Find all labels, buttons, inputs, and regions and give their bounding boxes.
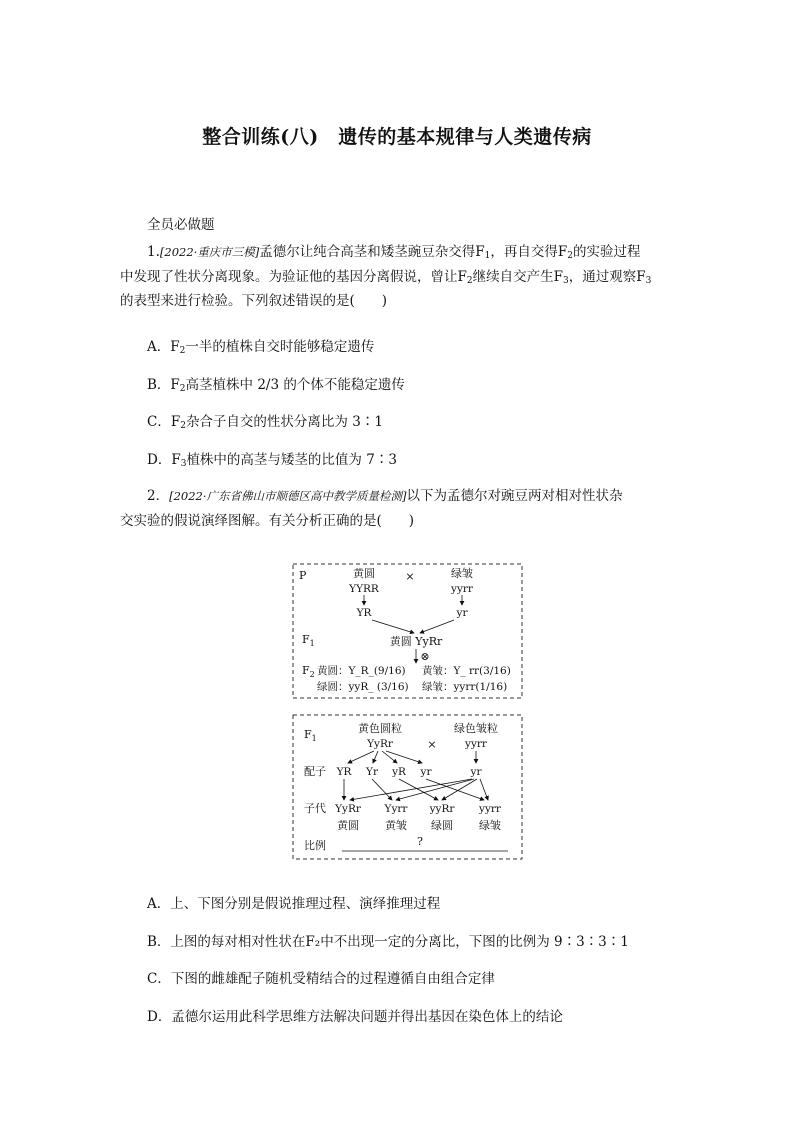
f1-label: $F_1$ xyxy=(302,633,315,648)
gamete-1: YR xyxy=(336,766,352,778)
f2-label: $F_2$ xyxy=(302,664,315,679)
ratio-label: 比例 xyxy=(304,839,326,852)
gamete-3: yR xyxy=(392,766,406,778)
parent2-trait-bottom: 绿色皱粒 xyxy=(454,722,498,735)
parent2-genotype-bottom: yyrr xyxy=(465,738,487,750)
offspring-2-trait: 黄皱 xyxy=(385,819,407,832)
f2-yellow-wrinkled: 黄皱：Y_ rr(3/16) xyxy=(422,665,511,677)
f2-yellow-round: 黄圆：Y_R_(9/16) xyxy=(317,665,406,677)
question-2: 2．[2022·广东省佛山市顺德区高中教学质量检测]以下为孟德尔对豌豆两对相对性状杂 交实验的假说演绎图解。有关分析正确的是( ) xyxy=(120,488,623,529)
offspring-4-genotype: yyrr xyxy=(479,803,501,815)
f2-green-round: 绿圆：yyR_ (3/16) xyxy=(317,681,409,693)
parent1-trait: 黄圆 xyxy=(353,567,375,580)
cross-symbol: × xyxy=(405,570,415,583)
testcross-diagram-bottom xyxy=(292,714,524,861)
parent1-trait-bottom: 黄色圆粒 xyxy=(358,722,402,735)
gamete-yr-upper: YR xyxy=(356,607,372,619)
self-cross-symbol: ⊗ xyxy=(420,650,430,663)
parent2-genotype: yyrr xyxy=(451,583,473,595)
f1-label-bottom: $F_1$ xyxy=(304,728,317,743)
gamete-other: yr xyxy=(470,766,482,778)
cross-diagram-top xyxy=(292,563,524,700)
section-heading: 全员必做题 xyxy=(147,217,215,233)
q2-source: [2022·广东省佛山市顺德区高中教学质量检测] xyxy=(169,489,407,503)
offspring-1-trait: 黄圆 xyxy=(337,819,359,832)
q2-option-b[interactable]: B．上图的每对相对性状在F₂中不出现一定的分离比，下图的比例为 9∶3∶3∶1 xyxy=(147,934,629,950)
q2-number: 2． xyxy=(147,488,170,504)
q1-source: [2022·重庆市三模] xyxy=(159,245,260,259)
f1-result: 黄圆 YyRr xyxy=(389,635,443,648)
offspring-label: 子代 xyxy=(304,802,326,815)
q1-number: 1. xyxy=(147,244,160,260)
q2-option-a[interactable]: A．上、下图分别是假说推理过程、演绎推理过程 xyxy=(147,896,441,912)
q1-option-b[interactable]: B．$F_2$高茎植株中 2/3 的个体不能稳定遗传 xyxy=(147,377,405,394)
page-title: 整合训练(八) 遗传的基本规律与人类遗传病 xyxy=(202,126,592,148)
q2-option-c[interactable]: C．下图的雌雄配子随机受精结合的过程遵循自由组合定律 xyxy=(147,971,495,987)
p-label: P xyxy=(299,569,307,582)
parent2-trait: 绿皱 xyxy=(451,567,473,580)
f2-green-wrinkled: 绿皱：yyrr(1/16) xyxy=(422,681,508,693)
gamete-2: Yr xyxy=(366,766,378,778)
offspring-3-trait: 绿圆 xyxy=(431,819,453,832)
offspring-1-genotype: YyRr xyxy=(335,803,361,815)
q2-option-d[interactable]: D．孟德尔运用此科学思维方法解决问题并得出基因在染色体上的结论 xyxy=(147,1009,563,1025)
offspring-4-trait: 绿皱 xyxy=(479,819,501,832)
parent1-genotype: YYRR xyxy=(349,583,379,595)
gamete-label: 配子 xyxy=(304,765,326,778)
gamete-4: yr xyxy=(420,766,432,778)
question-1: 1.[2022·重庆市三模]孟德尔让纯合高茎和矮茎豌豆杂交得$F_1$，再自交得$F_2$的实验过程 中发现了性状分离现象。为验证他的基因分离假说，曾让$F_2$继续自交产生$F_3$，通过观察$F_3$ 的表型来进行检验。下列叙述错误的是( ) xyxy=(120,244,652,309)
gamete-yr-lower: yr xyxy=(456,607,468,619)
offspring-2-genotype: Yyrr xyxy=(384,803,408,815)
offspring-3-genotype: yyRr xyxy=(429,803,455,815)
q1-option-a[interactable]: A．$F_2$一半的植株自交时能够稳定遗传 xyxy=(147,339,375,356)
q1-option-d[interactable]: D．$F_3$植株中的高茎与矮茎的比值为 7∶3 xyxy=(147,452,397,469)
ratio-value: ? xyxy=(417,835,423,848)
parent1-genotype-bottom: YyRr xyxy=(367,738,393,750)
q1-option-c[interactable]: C．$F_2$杂合子自交的性状分离比为 3∶1 xyxy=(147,414,383,431)
cross-symbol-bottom: × xyxy=(427,738,437,751)
